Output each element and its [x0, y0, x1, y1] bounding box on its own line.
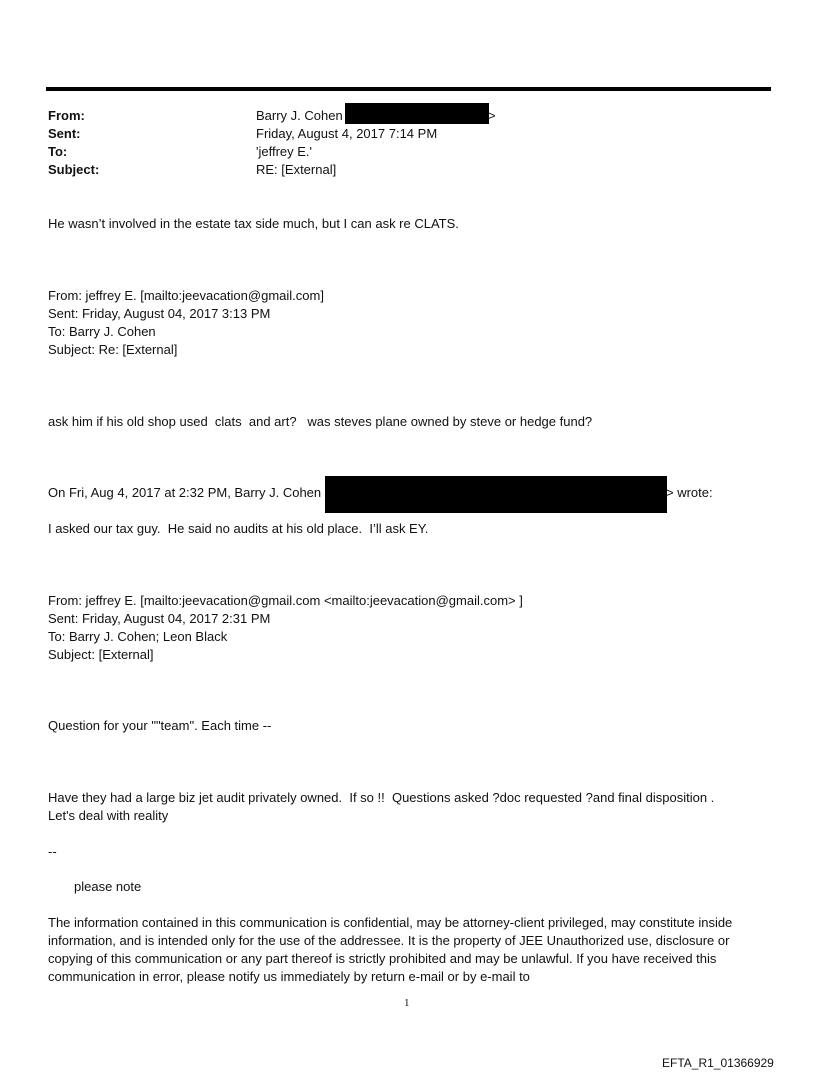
question-text: Question for your ""team". Each time --: [48, 718, 272, 733]
page-number: 1: [404, 997, 410, 1009]
attribution-line: On Fri, Aug 4, 2017 at 2:32 PM, Barry J. Cohen: [48, 485, 322, 500]
to-label: To:: [48, 144, 68, 159]
subject-value: RE: [External]: [256, 162, 337, 177]
quote-subject: Subject: [External]: [48, 647, 154, 662]
quote-subject: Subject: Re: [External]: [48, 342, 178, 357]
redaction-box: [345, 103, 489, 124]
sent-label: Sent:: [48, 126, 81, 141]
quote-sent: Sent: Friday, August 04, 2017 3:13 PM: [48, 306, 271, 321]
sent-value: Friday, August 4, 2017 7:14 PM: [256, 126, 438, 141]
from-value: Barry J. Cohen: [256, 108, 343, 123]
quote-from: From: jeffrey E. [mailto:jeevacation@gmail.com <mailto:jeevacation@gmail.com> ]: [48, 593, 523, 608]
quote-to: To: Barry J. Cohen; Leon Black: [48, 629, 228, 644]
signature-dash: --: [48, 844, 57, 859]
message-line: Let's deal with reality: [48, 808, 169, 823]
to-value: 'jeffrey E.': [256, 144, 313, 159]
document-id: EFTA_R1_01366929: [662, 1056, 774, 1070]
subject-label: Subject:: [48, 162, 100, 177]
quote-to: To: Barry J. Cohen: [48, 324, 156, 339]
attribution-suffix: > wrote:: [666, 485, 713, 500]
header-rule: [46, 87, 771, 91]
quote-sent: Sent: Friday, August 04, 2017 2:31 PM: [48, 611, 271, 626]
reply-text: ask him if his old shop used clats and art? was steves plane owned by steve or hedge fund?: [48, 414, 593, 429]
quote-from: From: jeffrey E. [mailto:jeevacation@gmail.com]: [48, 288, 324, 303]
redaction-box: [325, 476, 667, 513]
disclaimer-text: The information contained in this communication is confidential, may be attorney-client privileged, may constitute inside information, and is intended only for the use of the addressee. It is the property of JEE Unauthorized use, disclosure or copying of this communication or any part thereof is strictly prohibited and may be unlawful. If you have received this communication in error, please notify us immediately by return e-mail or by e-mail to: [48, 915, 733, 984]
reply-text: I asked our tax guy. He said no audits at his old place. I’ll ask EY.: [48, 521, 429, 536]
from-label: From:: [48, 108, 85, 123]
from-value-tail: >: [488, 108, 496, 123]
reply-text: He wasn’t involved in the estate tax side much, but I can ask re CLATS.: [48, 216, 459, 231]
message-line: Have they had a large biz jet audit privately owned. If so !! Questions asked ?doc requested ?and final disposition .: [48, 790, 715, 805]
please-note: please note: [74, 879, 142, 894]
